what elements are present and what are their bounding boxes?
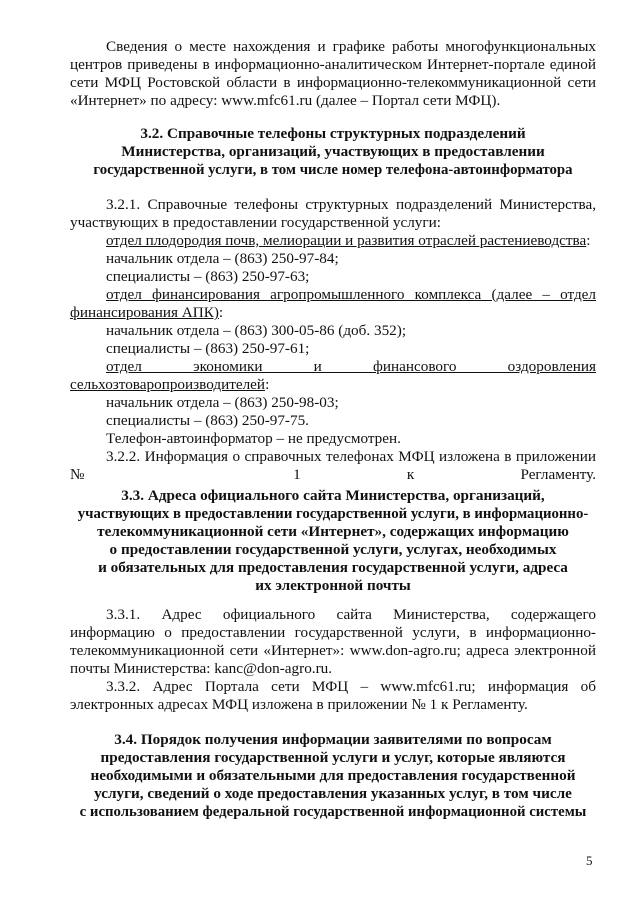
heading-line: государственной услуги, в том числе номер телефона-автоинформатора [93, 162, 573, 178]
dept3-name-text: отдел экономики и финансового оздоровления сельхозтоваропроизводителей [70, 358, 596, 393]
section-3-2-body [70, 196, 596, 484]
section-3-3-body [70, 606, 596, 714]
dept1-name-text: отдел плодородия почв, мелиорации и развития отраслей растениеводства [106, 232, 587, 249]
dept1-staff-phone: специалисты – (863) 250-97-63; [106, 268, 310, 285]
dept2-head-phone: начальник отдела – (863) 300-05-86 (доб. 352); [106, 322, 407, 339]
dept2-staff-phone: специалисты – (863) 250-97-61; [106, 340, 310, 357]
dept2-name-suffix: : [218, 304, 224, 321]
page-number: 5 [586, 853, 593, 868]
paragraph-3-3-1: 3.3.1. Адрес официального сайта Министерства, содержащего информацию о предоставлении государственной услуги, в информационно-телекоммуникационной сети «Интернет»: www.don-agro.ru; адреса электронной почты Министерства: kanc@don-agro.ru. [70, 606, 596, 677]
heading-line: телекоммуникационной сети «Интернет», содержащих информацию [97, 523, 569, 540]
heading-line: 3.2. Справочные телефоны структурных подразделений [140, 125, 526, 142]
heading-line: их электронной почты [255, 577, 411, 594]
heading-line: 3.4. Порядок получения информации заявителями по вопросам [114, 731, 552, 748]
dept2-name [70, 286, 596, 322]
heading-line: услуги, сведений о ходе предоставления указанных услуг, в том числе [94, 785, 572, 802]
heading-line: 3.3. Адреса официального сайта Министерства, организаций, [121, 487, 545, 504]
dept3-staff-phone: специалисты – (863) 250-97-75. [106, 412, 309, 429]
dept1-head-phone: начальник отдела – (863) 250-97-84; [106, 250, 339, 267]
dept3-head-phone: начальник отдела – (863) 250-98-03; [106, 394, 339, 411]
paragraph-3-2-1: 3.2.1. Справочные телефоны структурных подразделений Министерства, участвующих в предоставлении государственной услуги: [70, 196, 596, 231]
intro-text: Сведения о месте нахождения и графике работы многофункциональных центров приведены в информационно-аналитическом Интернет-портале единой сети МФЦ Ростовской области в информационно-телекоммуникационной сети «Интернет» по адресу: www.mfc61.ru (далее – Портал сети МФЦ). [70, 38, 596, 109]
dept3-name-suffix: : [265, 376, 270, 393]
heading-line: с использованием федеральной государственной информационной системы [79, 804, 587, 820]
section-3-3-heading [70, 487, 596, 595]
heading-line: Министерства, организаций, участвующих в предоставлении [121, 143, 545, 160]
dept2-name-text: отдел финансирования агропромышленного комплекса (далее – отдел финансирования АПК) [70, 286, 596, 321]
autoinformer-text: Телефон-автоинформатор – не предусмотрен. [106, 430, 401, 447]
intro-paragraph [70, 38, 596, 110]
dept3-name [70, 358, 596, 394]
heading-line: необходимыми и обязательными для предоставления государственной [90, 767, 576, 784]
heading-line: предоставления государственной услуги и услуг, которые являются [100, 749, 566, 766]
paragraph-3-2-2: 3.2.2. Информация о справочных телефонах МФЦ изложена в приложении № 1 к Регламенту. [70, 448, 596, 483]
section-3-2-heading [70, 125, 596, 179]
heading-line: и обязательных для предоставления государственной услуги, адреса [98, 559, 568, 576]
dept1-name-suffix: : [586, 232, 591, 249]
section-3-4-heading [70, 731, 596, 821]
dept1-name [70, 232, 596, 250]
paragraph-3-3-2: 3.3.2. Адрес Портала сети МФЦ – www.mfc61.ru; информация об электронных адресах МФЦ изложена в приложении № 1 к Регламенту. [70, 678, 596, 713]
heading-line: участвующих в предоставлении государственной услуги, в информационно- [77, 506, 589, 522]
heading-line: о предоставлении государственной услуги, услугах, необходимых [109, 541, 557, 558]
